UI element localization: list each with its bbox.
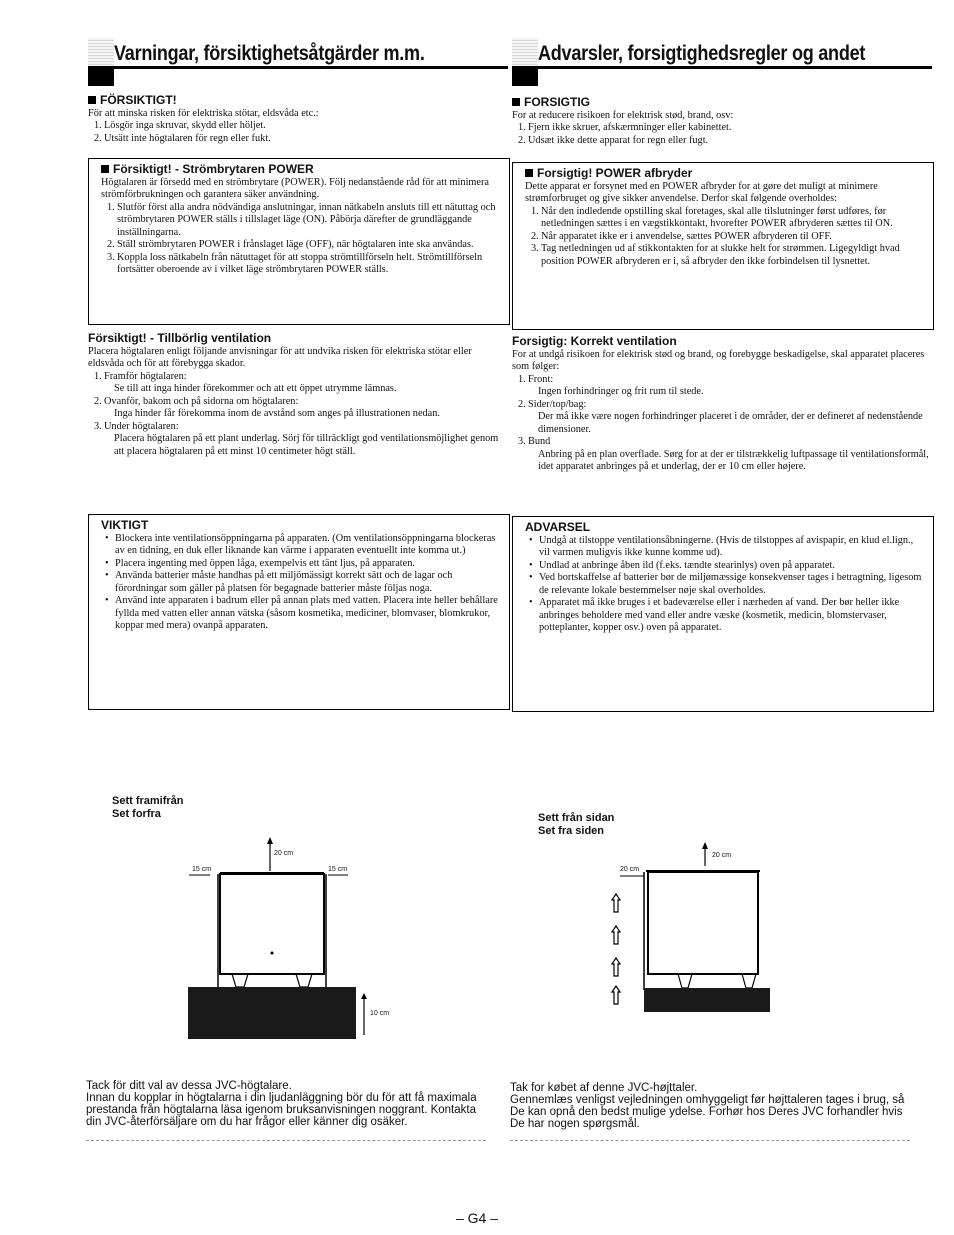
list-item-text: Placera högtalaren på ett plant underlag. Sörj för tillräckligt god ventilationsmöjlighet genom att placera högtalaren på ett minst 10 centimeter högt ställ. <box>114 433 499 457</box>
bullet-item: • Apparatet må ikke bruges i et badeværelse eller i nærheden af vand. Der bør heller ikke anbringes beholdere med vand eller andre væske (kosmetik, medicin, blomstervaser, potteplanter, kopper osv.) oven på apparatet. <box>525 597 925 635</box>
list-item: 1. Front: <box>518 373 554 385</box>
list-item: 2. Sider/top/bag: <box>518 398 587 410</box>
list-item-text: Der må ikke være nogen forhindringer placeret i de områder, der er defineret af nedenstående dimensioner. <box>538 411 923 435</box>
header-block <box>512 66 538 86</box>
list-item: 2. Utsätt inte högtalaren för regn eller fukt. <box>94 132 271 144</box>
front-view-diagram <box>178 835 428 1045</box>
power-intro: Högtalaren är försedd med en strömbrytare (POWER). Följ nedanstående råd för att minimera strömförbrukningen och garantera säker användning. <box>101 176 490 200</box>
list-item-text: Anbring på en plan overflade. Sørg for at der er tilstrækkelig luftpassage til ventilationsformål, idet apparatet anbringes på et underlag, der er 10 cm eller højere. <box>538 448 929 472</box>
header-stripe <box>512 38 538 68</box>
important-heading: VIKTIGT <box>101 518 149 532</box>
caution-intro: För att minska risken för elektriska stötar, eldsvåda etc.: <box>88 107 319 119</box>
header-rule <box>88 66 508 69</box>
page-title: Advarsler, forsigtighedsregler og andet <box>538 42 866 65</box>
header-rule <box>512 66 932 69</box>
square-bullet-icon <box>88 96 96 104</box>
dim-left: 15 cm <box>192 866 212 873</box>
list-item: 3. Bund <box>518 436 551 447</box>
list-item: 2. Udsæt ikke dette apparat for regn eller fugt. <box>518 134 709 146</box>
list-item: 1. Slutför först alla andra nödvändiga anslutningar, innan nätkabeln ansluts till ett nätuttag och strömbrytaren POWER ställs i tillslaget läge (ON). Påbörja därefter de grundläggande inställningarna. <box>107 201 496 238</box>
important-box <box>88 514 510 710</box>
list-item: 2. Ställ strömbrytaren POWER i frånslaget läge (OFF), när högtalaren inte ska användas. <box>107 239 474 250</box>
header-stripe <box>88 38 114 68</box>
important-box <box>512 516 934 712</box>
power-box <box>512 162 934 330</box>
header-block <box>88 66 114 86</box>
bullet-item: • Blockera inte ventilationsöppningarna på apparaten. (Om ventilationsöppningarna blockeras av en tidning, en duk eller liknande kan värme i apparaten eventuellt inte komma ut.) <box>101 533 501 558</box>
section-header <box>512 38 932 86</box>
divider <box>510 1140 910 1141</box>
bullet-item: • Använda batterier måste handhas på ett miljömässigt korrekt sätt och de lagar och förordningar som gäller på platsen för begagnade batterier måste följas noga. <box>101 570 501 595</box>
ventilation-heading: Försiktigt! - Tillbörlig ventilation <box>88 331 272 345</box>
power-intro: Dette apparat er forsynet med en POWER afbryder for at gøre det muligt at minimere strømforbruget og give sikker anvendelse. Derfor skal følgende overholdes: <box>525 180 878 204</box>
bullet-item: • Använd inte apparaten i badrum eller på annan plats med vatten. Placera inte heller behållare fyllda med vatten eller annan vätska (såsom kosmetika, mediciner, blomvaser, blomkrukor, koppar med mera) ovanpå apparaten. <box>101 595 501 633</box>
bullet-item: • Placera ingenting med öppen låga, exempelvis ett tänt ljus, på apparaten. <box>101 558 501 571</box>
caution-intro: For at reducere risikoen for elektrisk stød, brand, osv: <box>512 109 734 121</box>
square-bullet-icon <box>512 98 520 106</box>
airflow-arrow-icon <box>612 894 620 1004</box>
thanks-block <box>510 1082 910 1130</box>
dim-side: 20 cm <box>620 866 640 873</box>
ventilation-intro: Placera högtalaren enligt följande anvisningar för att undvika risken för elektriska stötar eller eldsvåda och för att förebygga skador. <box>88 345 472 369</box>
ventilation-heading: Forsigtig: Korrekt ventilation <box>512 334 677 348</box>
caution-heading: FÖRSIKTIGT! <box>88 94 508 107</box>
list-item: 1. Framför högtalaren: <box>94 370 187 382</box>
list-item-text: Se till att inga hinder förekommer och att ett öppet utrymme lämnas. <box>114 383 397 394</box>
thanks-title: Tack för ditt val av dessa JVC-högtalare. <box>86 1080 292 1092</box>
dim-top: 20 cm <box>274 850 294 857</box>
list-item-text: Inga hinder får förekomma inom de avstånd som anges på illustrationen nedan. <box>114 408 440 419</box>
power-heading: Forsigtig! POWER afbryder <box>525 167 925 180</box>
thanks-title: Tak for købet af denne JVC-højttaler. <box>510 1082 698 1094</box>
list-item: 1. Når den indledende opstilling skal foretages, skal alle tilslutninger først udføres, før netledningen sættes i en vægstikkontakt, hvorefter POWER afbryderen sættes til ON. <box>531 205 893 229</box>
bullet-item: • Undgå at tilstoppe ventilationsåbningerne. (Hvis de tilstoppes af avispapir, en klud el.lign., vil varmen muligvis ikke kunne komme ud). <box>525 535 925 560</box>
thanks-text: Gennemlæs venligst vejledningen omhyggeligt før højttaleren tages i brug, så De kan opnå den bedst mulige ydelse. Forhør hos Deres JVC forhandler hvis De har nogen spørgsmål. <box>510 1094 905 1130</box>
list-item: 1. Lösgör inga skruvar, skydd eller höljet. <box>94 120 266 131</box>
dim-bottom: 10 cm <box>370 1010 390 1017</box>
divider <box>86 1140 486 1141</box>
list-item: 3. Tag netledningen ud af stikkontakten for at slukke helt for strømmen. Ligegyldigt hvad position POWER afbryderen er i, så afbryder den ikke forbindelsen til lysnettet. <box>531 243 900 267</box>
list-item: 3. Under högtalaren: <box>94 420 179 432</box>
bullet-item: • Ved bortskaffelse af batterier bør de miljømæssige konsekvenser tages i betragtning, ligesom de relevante lokale bestemmelser nøje skal overholdes. <box>525 572 925 597</box>
section-header <box>88 38 508 86</box>
power-heading: Försiktigt! - Strömbrytaren POWER <box>101 163 501 176</box>
diagram-label-side: Sett från sidan Set fra siden <box>538 812 615 837</box>
caution-section <box>88 94 508 145</box>
square-bullet-icon <box>101 165 109 173</box>
dim-top: 20 cm <box>712 852 732 859</box>
diagram-label-front: Sett framifrån Set forfra <box>112 795 184 820</box>
list-item-text: Ingen forhindringer og frit rum til stede. <box>538 386 704 397</box>
power-box <box>88 158 510 325</box>
dim-right: 15 cm <box>328 866 348 873</box>
thanks-text: Innan du kopplar in högtalarna i din ljudanläggning bör du för att få maximala prestanda från högtalarna läsa igenom bruksanvisningen noggrant. Kontakta din JVC-återförsäljare om du har frågor eller känner dig osäker. <box>86 1092 477 1128</box>
page-title: Varningar, försiktighetsåtgärder m.m. <box>114 42 425 65</box>
list-item: 2. Når apparatet ikke er i anvendelse, sættes POWER afbryderen til OFF. <box>531 230 832 242</box>
ventilation-section <box>512 335 932 474</box>
ventilation-section <box>88 332 508 458</box>
list-item: 1. Fjern ikke skruer, afskærmninger eller kabinettet. <box>518 122 732 133</box>
thanks-block <box>86 1080 486 1128</box>
square-bullet-icon <box>525 169 533 177</box>
ventilation-intro: For at undgå risikoen for elektrisk stød og brand, og forebygge beskadigelse, skal apparatet placeres som følger: <box>512 348 925 372</box>
important-heading: ADVARSEL <box>525 520 591 534</box>
caution-section <box>512 96 932 147</box>
caution-heading: FORSIGTIG <box>512 96 932 109</box>
list-item: 2. Ovanför, bakom och på sidorna om högtalaren: <box>94 395 299 407</box>
page-number: – G4 – <box>455 1210 499 1226</box>
list-item: 3. Koppla loss nätkabeln från nätuttaget för att stoppa strömtillförseln helt. Strömtillförseln fortsätter oberoende av i vilket läge strömbrytaren POWER ställs. <box>107 251 483 275</box>
bullet-item: • Undlad at anbringe åben ild (f.eks. tændte stearinlys) oven på apparatet. <box>525 560 925 573</box>
